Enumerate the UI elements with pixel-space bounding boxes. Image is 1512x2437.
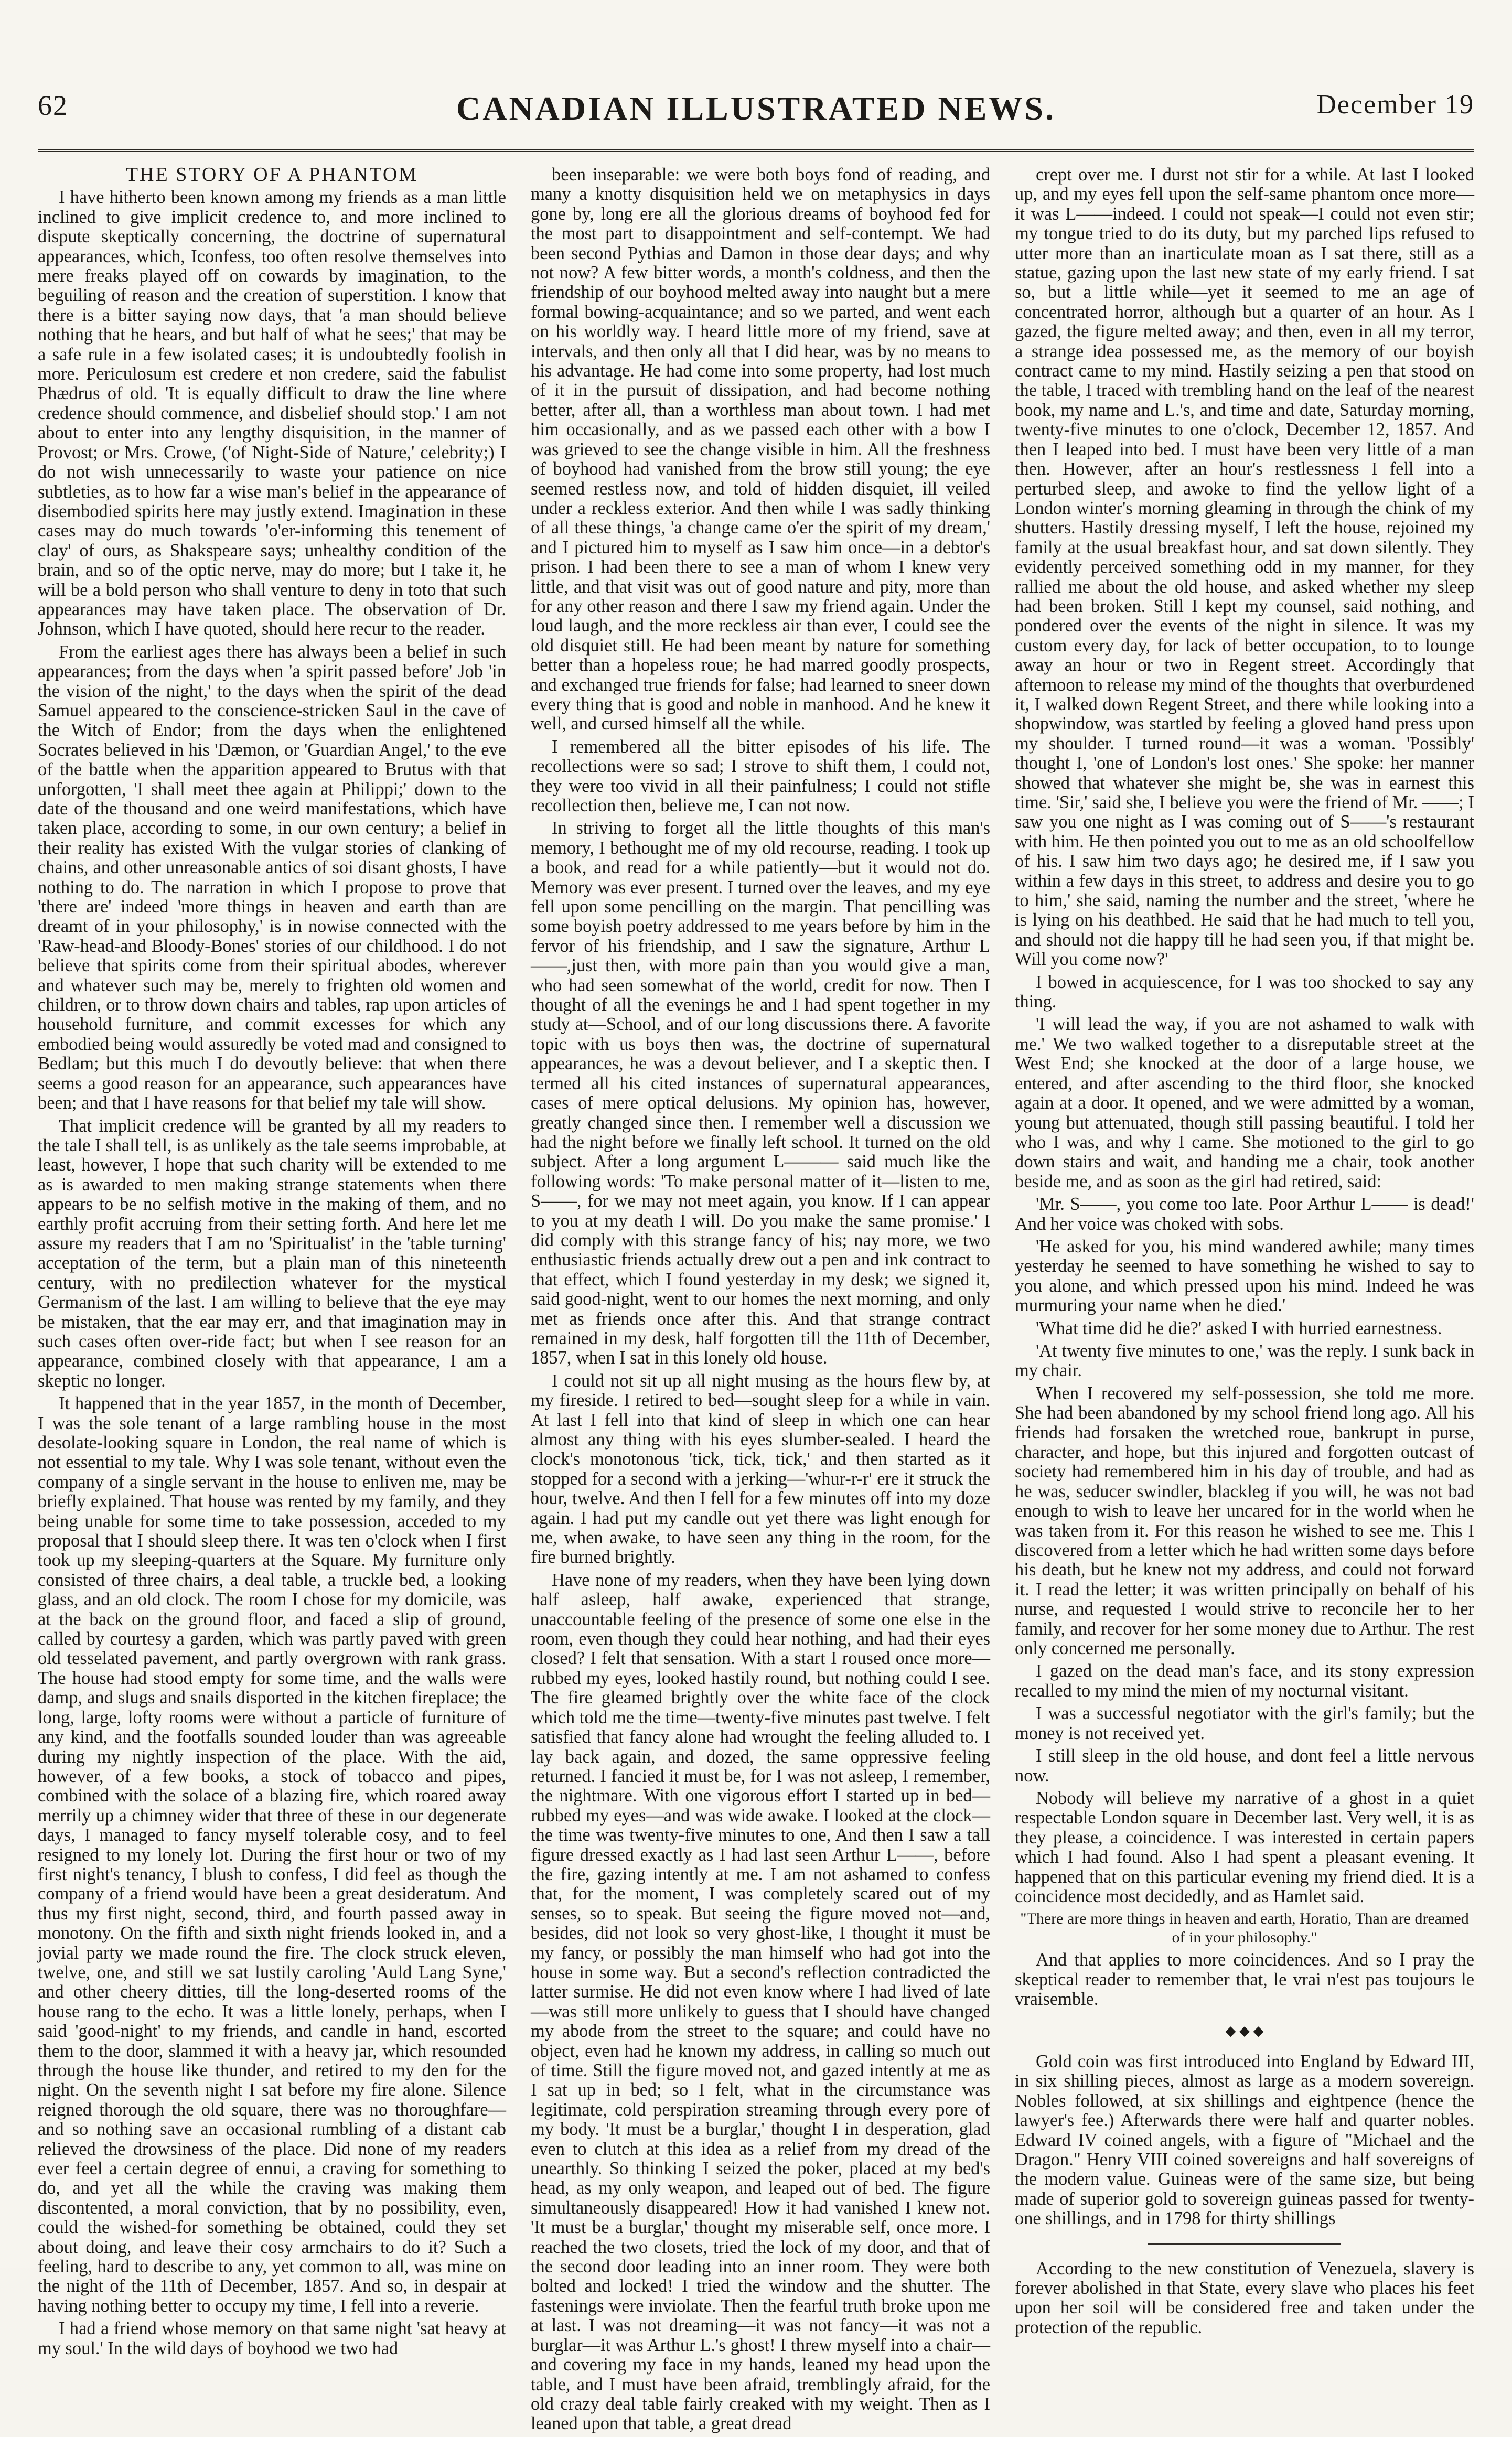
paragraph: In striving to forget all the little thoughts of this man's memory, I bethought me of my old recourse, reading. I took up a book, and read for a while patiently—but it would not do. Memory was ever present. I turned over the leaves, and my eye fell upon some pencilling on the margin. That pencilling was some boyish poetry addressed to me years before by him in the fervor of his friendship, and I saw the signature, Arthur L——,just then, with more pain than you would give a man, who had seen somewhat of the world, credit for now. Then I thought of all the evenings he and I had spent together in my study at—School, and of our long discussions there. A favorite topic with us boys then was, the doctrine of supernatural appearances, he was a devout believer, and I a skeptic then. I termed all his cited instances of supernatural appearances, cases of mere optical delusions. My opinion has, however, greatly changed since then. I remember well a discussion we had the night before we finally left school. It turned on the old subject. After a long argument L——— said much like the following words: 'To make personal matter of it—listen to me, S——, for we may not meet again, you know. If I can appear to you at my death I will. Do you make the same promise.' I did comply with this strange fancy of his; nay more, we two enthusiastic friends actually drew out a pen and ink contract to that effect, which I found yesterday in my desk; we signed it, said good-night, went to our homes the next morning, and only met as friends once after this. And that strange contract remained in my desk, half forgotten till the 11th of December, 1857, when I sat in this lonely old house. (531, 818, 990, 1368)
paragraph: 'Mr. S——, you come too late. Poor Arthur L—— is dead!' And her voice was choked with sobs. (1015, 1194, 1474, 1234)
paragraph: I was a successful negotiator with the girl's family; but the money is not received yet. (1015, 1703, 1474, 1743)
closing-paragraph: And that applies to more coincidences. And so I pray the skeptical reader to remember that, le vrai n'est pas toujours le vraisemble. (1015, 1950, 1474, 2010)
hamlet-quote: "There are more things in heaven and earth, Horatio, Than are dreamed of in your philosophy." (1020, 1910, 1469, 1947)
paragraph: It happened that in the year 1857, in the month of December, I was the sole tenant of a large rambling house in the most desolate-looking square in London, the real name of which is not essential to my tale. Why I was sole tenant, without even the company of a single servant in the house to enliven me, may be briefly explained. That house was rented by my family, and they being unable for some time to take possession, acceded to my proposal that I should sleep there. It was ten o'clock when I first took up my sleeping-quarters at the Square. My furniture only consisted of three chairs, a deal table, a truckle bed, a looking glass, and an old clock. The room I chose for my domicile, was at the back on the ground floor, and faced a slip of ground, called by courtesy a garden, which was partly paved with green old tesselated pavement, and partly overgrown with rank grass. The house had stood empty for some time, and the walls were damp, and slugs and snails disported in the kitchen fireplace; the long, large, lofty rooms were without a particle of furniture of any kind, and the footfalls sounded louder than was agreeable during my nightly inspection of the place. With the aid, however, of a few books, a stock of tobacco and pipes, combined with the solace of a blazing fire, which roared away merrily up a chimney wider that three of these in our degenerate days, I managed to fancy myself tolerable cosy, and to feel resigned to my lonely lot. During the first hour or two of my first night's tenancy, I blush to confess, I did feel as though the company of a friend would have been a great desideratum. And thus my first night, second, third, and fourth passed away in monotony. On the fifth and sixth night friends looked in, and a jovial party we made round the fire. The clock struck eleven, twelve, one, and still we sat lustily caroling 'Auld Lang Syne,' and other cheery ditties, till the long-deserted rooms of the house rang to the echo. It was a little lonely, perhaps, when I said 'good-night' to my friends, and candle in hand, escorted them to the door, slammed it with a heavy jar, which resounded through the house like thunder, and retired to my den for the night. On the seventh night I sat before my fire alone. Silence reigned thorough the old square, there was no thoroughfare—and so nothing save an occasional rumbling of a distant cab relieved the drowsiness of the place. Did none of my readers ever feel a certain degree of ennui, a craving for something to do, and yet all the while the craving was making them discontented, a moral conviction, that by no possibility, even, could the wished-for something be obtained, could they set about doing, and leave their cosy armchairs to do it? Such a feeling, hard to describe to any, yet common to all, was mine on the night of the 11th of December, 1857. And so, in despair at having nothing better to occupy my time, I fell into a reverie. (38, 1393, 506, 2316)
paragraph: I had a friend whose memory on that same night 'sat heavy at my soul.' In the wild days of boyhood we two had (38, 2318, 506, 2358)
paragraph: Have none of my readers, when they have been lying down half asleep, half awake, experienced that strange, unaccountable feeling of the presence of some one else in the room, even though they could hear nothing, and had their eyes closed? I felt that sensation. With a start I roused once more—rubbed my eyes, looked hastily round, but nothing could I see. The fire gleamed brightly over the white face of the clock which told me the time—twenty-five minutes past twelve. I felt satisfied that fancy alone had wrought the feeling alluded to. I lay back again, and dozed, the same oppressive feeling returned. I fancied it must be, for I was not asleep, I remember, the nightmare. With one vigorous effort I started up in bed— rubbed my eyes—and was wide awake. I looked at the clock—the time was twenty-five minutes to one, And then I saw a tall figure dressed exactly as I had last seen Arthur L——, before the fire, gazing intently at me. I am not ashamed to confess that, for the moment, I was completely scared out of my senses, so to speak. But seeing the figure moved not—and, besides, did not look so very ghost-like, I thought it must be my fancy, or possibly the man himself who had got into the house in some way. But a second's reflection contradicted the latter surmise. He did not even know where I had lived of late—was still more unlikely to guess that I should have changed my abode from the street to the square; and could have no object, even had he known my address, in calling so much out of time. Still the figure moved not, and gazed intently at me as I sat up in bed; so I felt, what in the circumstance was legitimate, cold perspiration streaming through every pore of my body. 'It must be a burglar,' thought I in desperation, glad even to clutch at this idea as a relief from my dread of the unearthly. So thinking I seized the poker, placed at my bed's head, as my only weapon, and leaped out of bed. The figure simultaneously disappeared! How it had vanished I knew not. 'It must be a burglar,' thought my miserable self, once more. I reached the two closets, tried the lock of my door, and that of the second door leading into an inner room. They were both bolted and locked! I tried the window and the shutter. The fastenings were inviolate. Then the fearful truth broke upon me at last. I was not dreaming—it was not fancy—it was not a burglar—it was Arthur L.'s ghost! I threw myself into a chair—and covering my face in my hands, leaned my head upon the table, and I must have been afraid, tremblingly afraid, for the old crazy deal table fairly creaked with my weight. Then as I leaned upon that table, a great dread (531, 1570, 990, 2434)
paragraph: crept over me. I durst not stir for a while. At last I looked up, and my eyes fell upon the self-same phantom once more—it was L——indeed. I could not speak—I could not even stir; my tongue tried to do its duty, but my parched lips refused to utter more than an inarticulate moan as I sat there, still as a statue, gazing upon the last new state of my early friend. I sat so, but a little while—yet it seemed to me an age of concentrated horror, although but a quarter of an hour. As I gazed, the figure melted away; and then, even in all my terror, a strange idea possessed me, as the memory of our boyish contract came to my mind. Hastily seizing a pen that stood on the table, I traced with trembling hand on the leaf of the nearest book, my name and L.'s, and time and date, Saturday morning, twenty-five minutes to one o'clock, December 12, 1857. And then I leaped into bed. I must have been very little of a man then. However, after an hour's restlessness I fell into a perturbed sleep, and awoke to find the yellow light of a London winter's morning gleaming in through the chink of my shutters. Hastily dressing myself, I left the house, rejoined my family at the usual breakfast hour, and sat down silently. They evidently perceived something odd in my manner, for they rallied me about the old house, and asked whether my sleep had been broken. Still I kept my counsel, said nothing, and pondered over the events of the night in silence. It was my custom every day, for lack of better occupation, to to lounge away an hour or two in Regent street. Accordingly that afternoon to release my mind of the thoughts that overburdened it, I walked down Regent Street, and there while looking into a shopwindow, was startled by feeling a gloved hand press upon my shoulder. I turned round—it was a woman. 'Possibly' thought I, 'one of London's lost ones.' She spoke: her manner showed that whatever she might be, she was in earnest this time. 'Sir,' said she, I believe you were the friend of Mr. ——; I saw you one night as I was coming out of S——'s restaurant with him. He then pointed you out to me as an old schoolfellow of his. I saw him two days ago; he desired me, if I saw you within a few days in this street, to address and desire you to go to him,' she said, naming the number and the street, 'where he is lying on his deathbed. He said that he had much to tell you, and should not die happy till he had seen you, if that might be. Will you come now?' (1015, 165, 1474, 970)
column-2 (522, 165, 990, 2437)
paragraph: been inseparable: we were both boys fond of reading, and many a knotty disquisition held we on metaphysics in days gone by, long ere all the glorious dreams of boyhood fed for the most part to disappointment and self-contempt. We had been second Pythias and Damon in those dear days; and why not now? A few bitter words, a month's coldness, and then the friendship of our boyhood melted away into naught but a mere formal bowing-acquaintance; and so we parted, and went each on his worldly way. I heard little more of my friend, save at intervals, and then only all that I did hear, was by no means to his advantage. He had come into some property, had lost much of it in the pursuit of dissipation, and had become nothing better, after all, than a worthless man about town. I had met him occasionally, and as we passed each other with a bow I was grieved to see the change visible in him. All the freshness of boyhood had vanished from the brow still young; the eye seemed restless now, and told of hidden disquiet, ill veiled under a reckless exterior. And then while I was sadly thinking of all these things, 'a change came o'er the spirit of my dream,' and I pictured him to myself as I saw him once—in a debtor's prison. I had been there to see a man of whom I knew very little, and that visit was out of good nature and pity, more than for any other reason and there I saw my friend again. Under the loud laugh, and the more reckless air than ever, I could see the old disquiet still. He had been meant by nature for something better than a hopeless roue; he had marred goodly prospects, and exchanged true friends for false; had learned to sneer down every thing that is good and noble in manhood. And he knew it well, and cursed himself all the while. (531, 165, 990, 734)
paragraph: From the earliest ages there has always been a belief in such appearances; from the days when 'a spirit passed before' Job 'in the vision of the night,' to the days when the spirit of the dead Samuel appeared to the conscience-stricken Saul in the cave of the Witch of Endor; from the days when the enlightened Socrates believed in his 'Dæmon, or 'Guardian Angel,' to the eve of the battle when the apparition appeared to Brutus with that unforgotten, 'I shall meet thee again at Philippi;' down to the date of the thousand and one weird manifestations, which have taken place, according to some, in our own century; a belief in their reality has existed With the vulgar stories of clanking of chains, and other unreasonable antics of soi disant ghosts, I have nothing to do. The narration in which I propose to prove that 'there are' indeed 'more things in heaven and earth than are dreamt of in your philosophy,' is in nowise connected with the 'Raw-head-and Bloody-Bones' stories of our childhood. I do not believe that spirits come from their spiritual abodes, wherever and whatever such may be, merely to frighten old women and children, or to throw down chairs and tables, rap upon articles of household furniture, and commit excesses for which any embodied being would assuredly be voted mad and consigned to Bedlam; but this much I do devoutly believe: that when there seems a good reason for an appearance, such appearances have been; and that I have reasons for that belief my tale will show. (38, 641, 506, 1113)
paragraph: 'At twenty five minutes to one,' was the reply. I sunk back in my chair. (1015, 1340, 1474, 1381)
paragraph: When I recovered my self-possession, she told me more. She had been abandoned by my school friend long ago. All his friends had forsaken the wretched roue, bankrupt in purse, character, and hope, but this injured and forgotten outcast of society had remembered him in his day of trouble, and had as he was, seducer swindler, blackleg if you will, he was not bad enough to wish to leave her uncared for in the world when he was taken from it. For this reason he wished to see me. This I discovered from a letter which he had written some days before his death, but he knew not my address, and could not forward it. I read the letter; it was written principally on behalf of his nurse, and requested I would strive to reconcile her to her family, and recover for her some money due to Arthur. The rest only concerned me personally. (1015, 1383, 1474, 1659)
paragraph: Nobody will believe my narrative of a ghost in a quiet respectable London square in December last. Very well, it is as they please, a coincidence. I was interested in certain papers which I had found. Also I had spent a pleasant evening. It happened that on this particular evening my friend died. It is a coincidence most decidedly, and as Hamlet said. (1015, 1788, 1474, 1906)
section-ornament: ◆ ◆ ◆ (1225, 2023, 1264, 2038)
paragraph: I could not sit up all night musing as the hours flew by, at my fireside. I retired to bed—sought sleep for a while in vain. At last I fell into that kind of sleep in which one can hear almost any thing with his eyes slumber-sealed. I heard the clock's monotonous 'tick, tick, tick,' and then started as it stopped for a second with a jerking—'whur-r-r' ere it struck the hour, twelve. And then I fell for a few minutes off into my doze again. I had put my candle out yet there was light enough for me, when awake, to have seen any thing in the room, for the fire burned brightly. (531, 1370, 990, 1568)
article-heading: THE STORY OF A PHANTOM (125, 164, 419, 186)
paragraph: 'What time did he die?' asked I with hurried earnestness. (1036, 1318, 1442, 1338)
paragraph: I remembered all the bitter episodes of his life. The recollections were so sad; I strove to shift them, I could not, they were too vivid in all their painfulness; I could not stifle recollection then, believe me, I can not now. (531, 736, 990, 815)
newspaper-title: CANADIAN ILLUSTRATED NEWS. (456, 90, 1056, 127)
issue-date: December 19 (1316, 90, 1474, 120)
paragraph: I still sleep in the old house, and dont feel a little nervous now. (1015, 1746, 1474, 1786)
venezuela-note: According to the new constitution of Venezuela, slavery is forever abolished in that State, every slave who places his feet upon her soil will be considered free and taken under the protection of the republic. (1015, 2258, 1474, 2337)
masthead (38, 89, 1474, 147)
paragraph: I bowed in acquiescence, for I was too shocked to say any thing. (1015, 972, 1474, 1012)
paragraph: 'I will lead the way, if you are not ashamed to walk with me.' We two walked together to a disreputable street at the West End; she knocked at the door of a large house, we entered, and after ascending to the third floor, she knocked again at a door. It opened, and we were admitted by a woman, young but attenuated, though still passing beautiful. I told her who I was, and why I came. She motioned to the girl to go down stairs and wait, and handing me a chair, took another beside me, and as soon as the girl had retired, said: (1015, 1014, 1474, 1191)
section-divider (1148, 2243, 1341, 2245)
column-3 (1006, 165, 1474, 2437)
article-columns (38, 164, 1474, 2434)
column-1 (38, 165, 506, 2437)
paragraph: I gazed on the dead man's face, and its stony expression recalled to my mind the mien of my nocturnal visitant. (1015, 1661, 1474, 1701)
gold-coin-note: Gold coin was first introduced into England by Edward III, in six shilling pieces, almost as large as a modern sovereign. Nobles followed, at six shillings and eightpence (hence the lawyer's fee.) Afterwards there were half and quarter nobles. Edward IV coined angels, with a figure of "Michael and the Dragon." Henry VIII coined sovereigns and half sovereigns of the modern value. Guineas were of the same size, but being made of superior gold to sovereign guineas passed for twenty-one shillings, and in 1798 for thirty shillings (1015, 2051, 1474, 2229)
paragraph: 'He asked for you, his mind wandered awhile; many times yesterday he seemed to have something he wished to say to you alone, and which pressed upon his mind. Indeed he was murmuring your name when he died.' (1015, 1236, 1474, 1316)
paragraph: That implicit credence will be granted by all my readers to the tale I shall tell, is as unlikely as the tale seems improbable, at least, however, I hope that such charity will be extended to me as is awarded to men making strange statements when there appears to be no selfish motive in the making of them, and no earthly profit accruing from their setting forth. And here let me assure my readers that I am no 'Spiritualist' in the 'table turning' acceptation of the term, but a plain man of this nineteenth century, with no predilection whatever for the mystical Germanism of the last. I am willing to believe that the eye may be mistaken, that the ear may err, and that imagination may in such cases often over-ride fact; but when I see reason for an appearance, combined closely with that appearance, I am a skeptic no longer. (38, 1115, 506, 1391)
paragraph: I have hitherto been known among my friends as a man little inclined to give implicit credence to, and more inclined to dispute skeptically concerning, the doctrine of supernatural appearances, which, Iconfess, too often resolve themselves into mere freaks played off on cowards by imagination, to the beguiling of reason and the creation of superstition. I know that there is a bitter saying now days, that 'a man should believe nothing that he hears, and but half of what he sees;' that may be a safe rule in a few isolated cases; it is undoubtedly foolish in more. Periculosum est credere et non credere, said the fabulist Phædrus of old. 'It is equally difficult to draw the line where credence should commence, and disbelief should stop.' I am not about to enter into any lengthy disquisition, in the manner of Provost; or Mrs. Crowe, ('of Night-Side of Nature,' celebrity;) I do not wish unnecessarily to waste your patience on nice subtleties, as to how far a wise man's belief in the appearance of disembodied spirits here may justly extend. Imagination in these cases may do much towards 'o'er-informing this tenement of clay' of ours, as Shakspeare says; unhealthy condition of the brain, and so of the optic nerve, may do more; but I take it, he will be a bold person who shall venture to deny in toto that such appearances may have taken place. The observation of Dr. Johnson, which I have quoted, should here recur to the reader. (38, 187, 506, 639)
page-number: 62 (38, 90, 68, 121)
masthead-rule (38, 149, 1474, 152)
